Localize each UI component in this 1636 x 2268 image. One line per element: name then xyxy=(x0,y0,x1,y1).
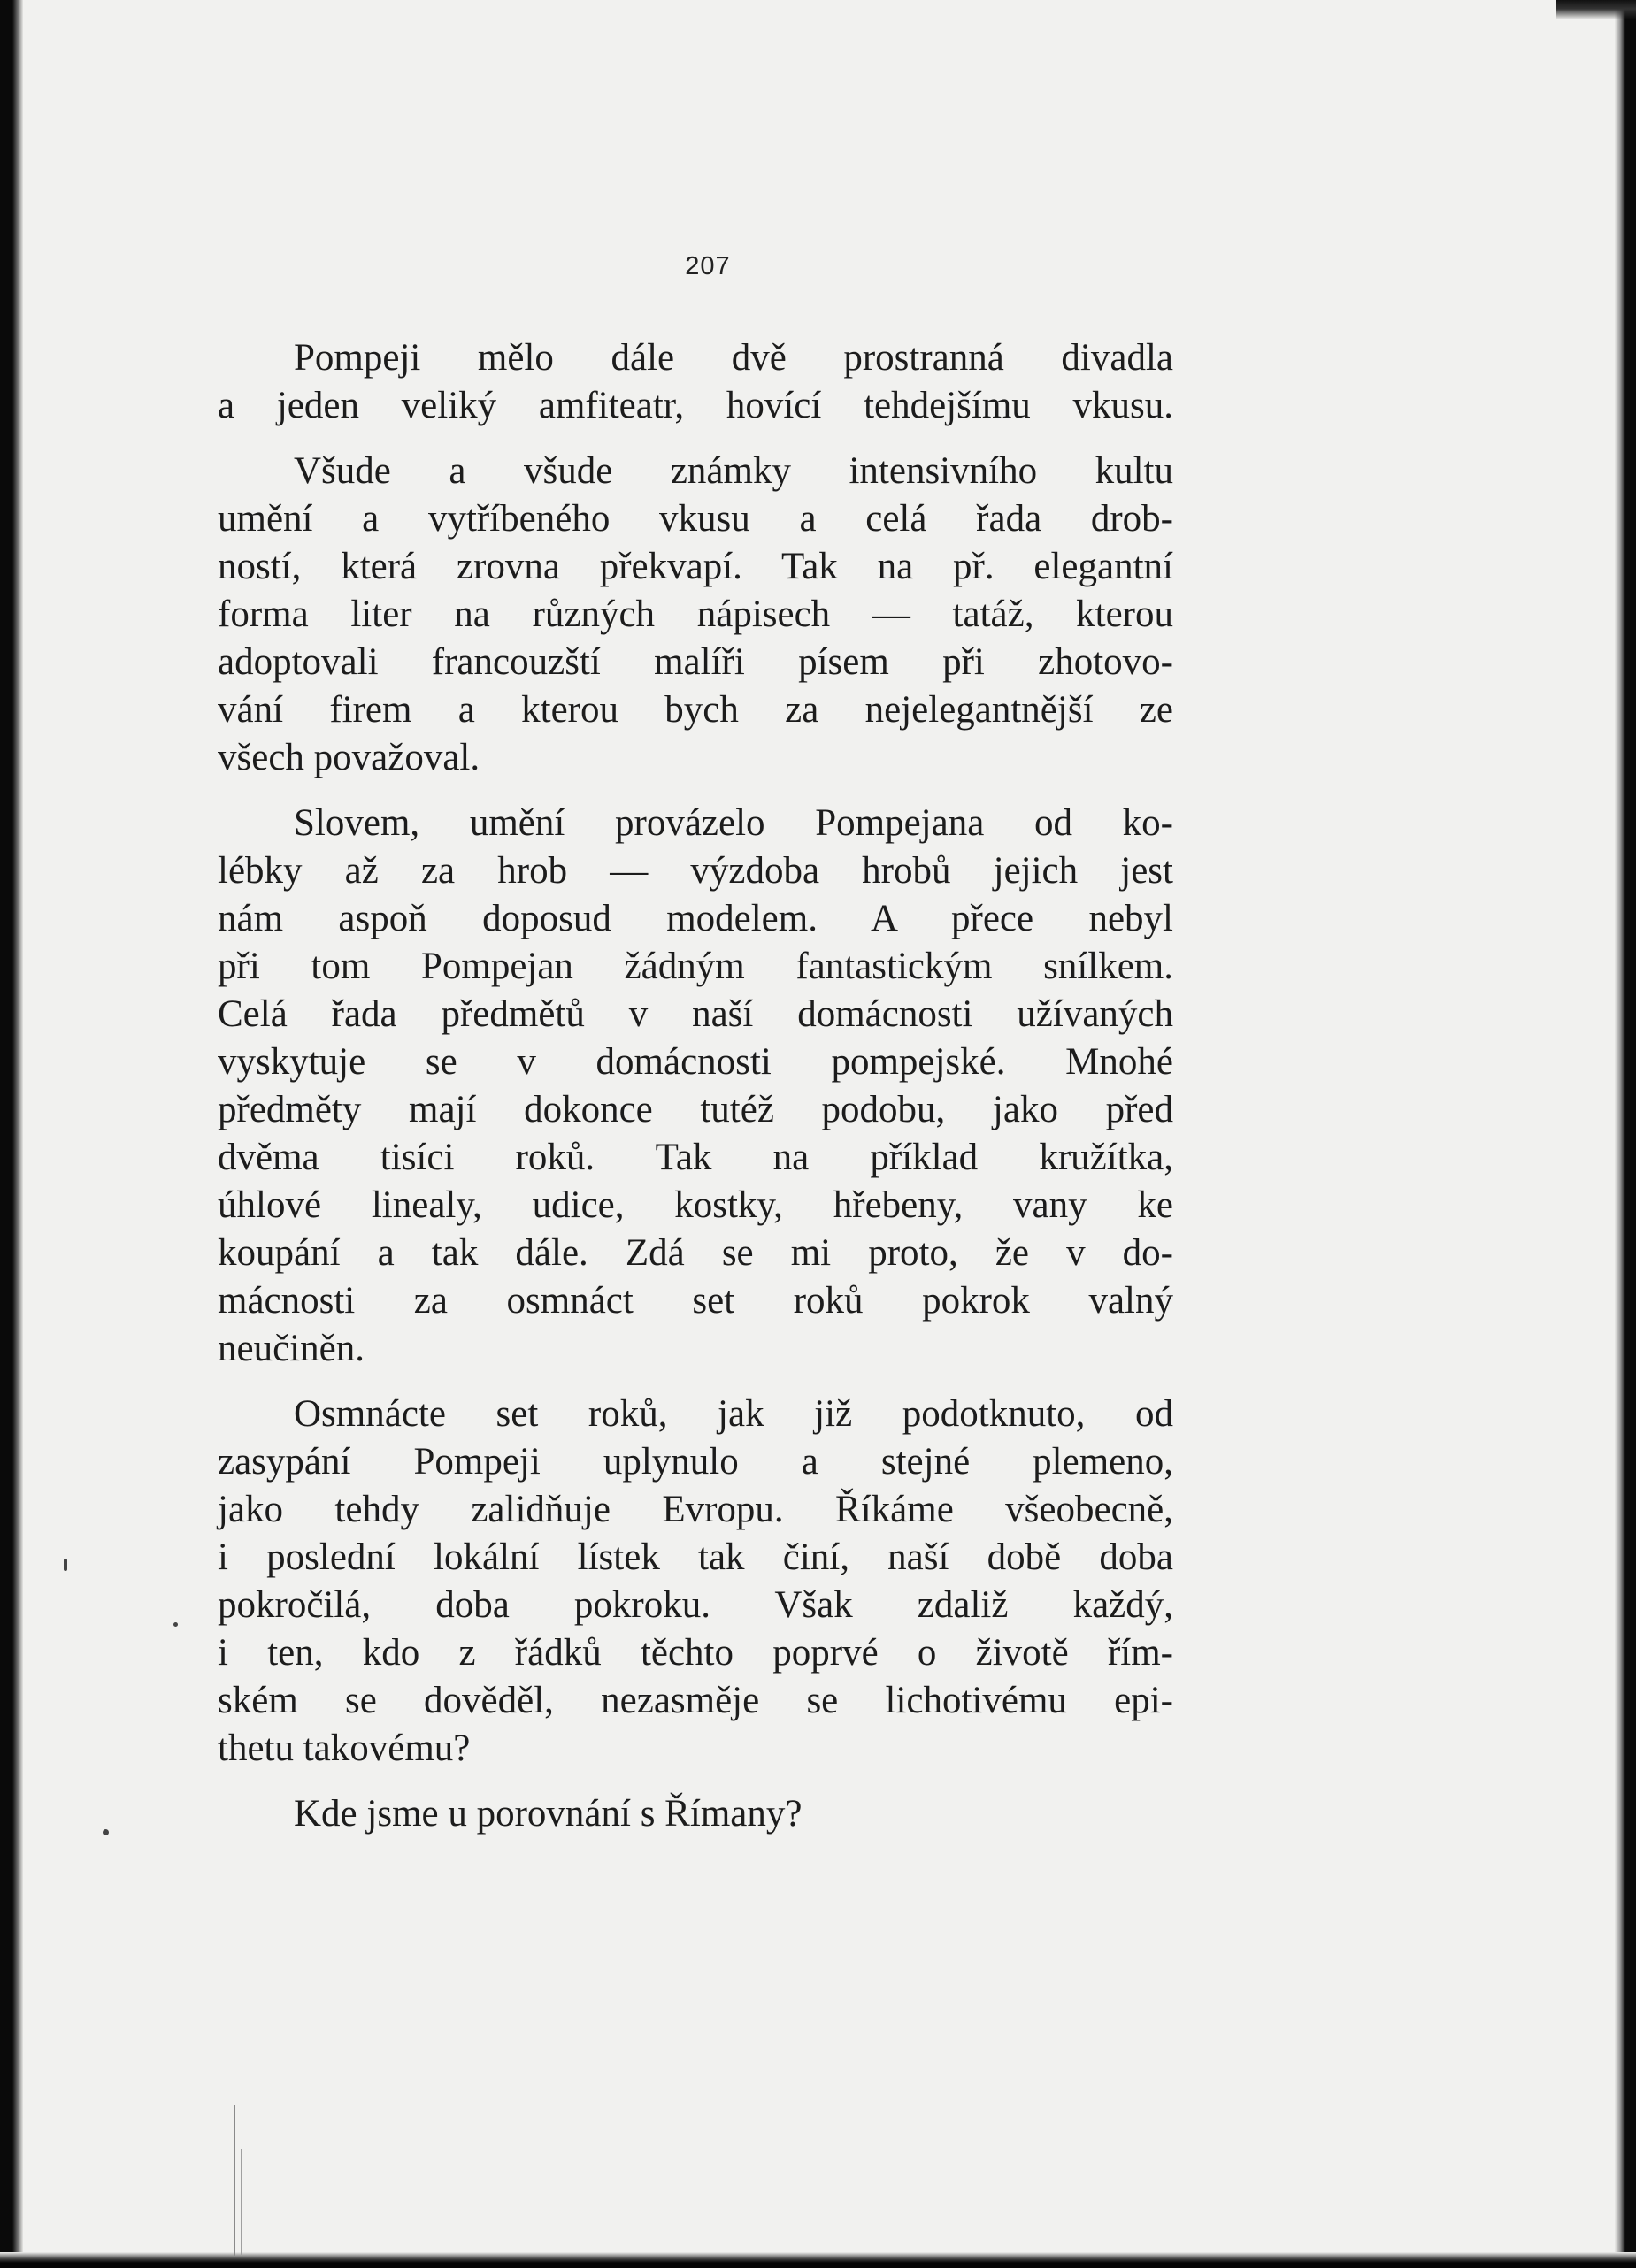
paragraph xyxy=(218,1790,1173,1838)
text-line: ském se dověděl, nezasměje se lichotivému epi- xyxy=(218,1680,1173,1721)
page-bottom-edge-shadow xyxy=(0,2252,1636,2268)
text-line: vyskytuje se v domácnosti pompejské. Mnohé xyxy=(218,1041,1173,1083)
page-top-right-shadow xyxy=(1556,0,1636,19)
scan-speck xyxy=(103,1829,109,1835)
text-line: při tom Pompejan žádným fantastickým snílkem. xyxy=(218,946,1173,987)
scan-artifact-line xyxy=(241,2149,242,2256)
text-line: neučiněn. xyxy=(218,1328,365,1369)
text-line: forma liter na různých nápisech — tatáž, kterou xyxy=(218,594,1173,635)
page-left-edge-shadow xyxy=(0,0,23,2268)
paragraph xyxy=(218,448,1173,782)
text-line: Celá řada předmětů v naší domácnosti užívaných xyxy=(218,993,1173,1035)
text-line: i poslední lokální lístek tak činí, naší době doba xyxy=(218,1536,1173,1578)
text-line: i ten, kdo z řádků těchto poprvé o životě řím- xyxy=(218,1632,1173,1674)
text-line: vání firem a kterou bych za nejelegantnější ze xyxy=(218,689,1173,731)
text-line: koupání a tak dále. Zdá se mi proto, že v do- xyxy=(218,1232,1173,1274)
text-line: Všude a všude známky intensivního kultu xyxy=(294,450,1173,492)
page-number: 207 xyxy=(685,252,731,280)
text-line: Pompeji mělo dále dvě prostranná divadla xyxy=(294,337,1173,379)
scan-speck xyxy=(173,1622,178,1627)
text-line: Osmnácte set roků, jak již podotknuto, od xyxy=(294,1393,1173,1435)
text-line: dvěma tisíci roků. Tak na příklad kružítka, xyxy=(218,1137,1173,1178)
paragraph xyxy=(218,1391,1173,1773)
text-line: pokročilá, doba pokroku. Však zdaliž každý, xyxy=(218,1584,1173,1626)
text-line: umění a vytříbeného vkusu a celá řada drob- xyxy=(218,498,1173,540)
page-right-edge-shadow xyxy=(1615,0,1636,2268)
scan-speck xyxy=(64,1559,67,1571)
text-line: všech považoval. xyxy=(218,737,480,778)
text-line: předměty mají dokonce tutéž podobu, jako před xyxy=(218,1089,1173,1130)
body-text xyxy=(218,334,1173,1856)
text-line: nám aspoň doposud modelem. A přece nebyl xyxy=(218,898,1173,939)
text-line: a jeden veliký amfiteatr, hovící tehdejšímu vkusu. xyxy=(218,385,1173,426)
text-line: Slovem, umění provázelo Pompejana od ko- xyxy=(294,802,1173,844)
text-line: lébky až za hrob — výzdoba hrobů jejich jest xyxy=(218,850,1173,892)
text-line: adoptovali francouzští malíři písem při zhotovo- xyxy=(218,641,1173,683)
scan-artifact-line xyxy=(234,2105,235,2256)
text-line: jako tehdy zalidňuje Evropu. Říkáme všeobecně, xyxy=(218,1489,1173,1530)
text-line: úhlové linealy, udice, kostky, hřebeny, vany ke xyxy=(218,1184,1173,1226)
paragraph xyxy=(218,800,1173,1373)
text-line: Kde jsme u porovnání s Římany? xyxy=(294,1793,803,1835)
paragraph xyxy=(218,334,1173,430)
text-line: mácnosti za osmnáct set roků pokrok valný xyxy=(218,1280,1173,1322)
text-line: ností, která zrovna překvapí. Tak na př. elegantní xyxy=(218,546,1173,587)
text-line: thetu takovému? xyxy=(218,1728,471,1769)
text-line: zasypání Pompeji uplynulo a stejné plemeno, xyxy=(218,1441,1173,1483)
